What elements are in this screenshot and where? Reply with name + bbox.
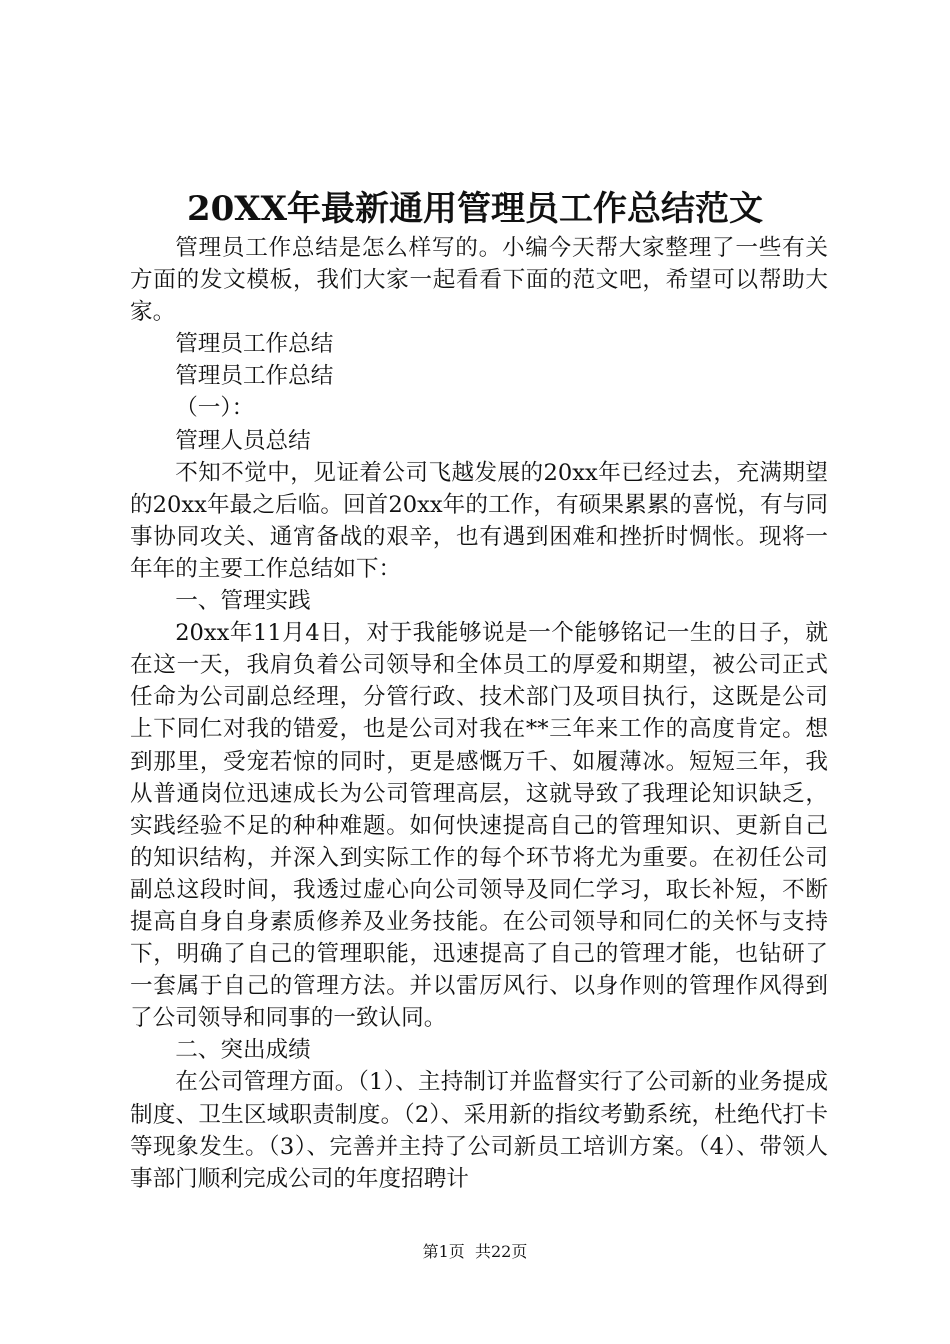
section-marker: （一）： bbox=[175, 395, 255, 422]
body-paragraph: 不知不觉中，见证着公司飞越发展的20xx年已经过去，充满期望的20xx年最之后临。回首20xx年的工作，有硕果累累的喜悦，有与同事协同攻关、通宵备战的艰辛，也有遇到困难和挫折时惆怅。现将一年年的主要工作总结如下： bbox=[130, 459, 828, 582]
page-total: 共22页 bbox=[474, 1242, 528, 1261]
section-heading: 一、管理实践 bbox=[175, 588, 311, 615]
body-paragraph: 在公司管理方面。（1）、主持制订并监督实行了公司新的业务提成制度、卫生区域职责制度。（2）、采用新的指纹考勤系统，杜绝代打卡等现象发生。（3）、完善并主持了公司新员工培训方案。（4）、带领人事部门顺利完成公司的年度招聘计 bbox=[130, 1069, 828, 1192]
heading-line: 管理员工作总结 bbox=[175, 363, 334, 390]
page-number: 第1页 bbox=[422, 1242, 465, 1261]
heading-line: 管理人员总结 bbox=[175, 427, 311, 454]
page-footer bbox=[0, 1240, 950, 1264]
document-body bbox=[130, 232, 828, 1195]
body-paragraph: 20xx年11月4日，对于我能够说是一个能够铭记一生的日子，就在这一天，我肩负着公司领导和全体员工的厚爱和期望，被公司正式任命为公司副总经理，分管行政、技术部门及项目执行，这既是公司上下同仁对我的错爱，也是公司对我在**三年来工作的高度肯定。想到那里，受宠若惊的同时，更是感慨万千、如履薄冰。短短三年，我从普通岗位迅速成长为公司管理高层，这就导致了我理论知识缺乏，实践经验不足的种种难题。如何快速提高自己的管理知识、更新自己的知识结构，并深入到实际工作的每个环节将尤为重要。在初任公司副总这段时间，我透过虚心向公司领导及同仁学习，取长补短，不断提高自身自身素质修养及业务技能。在公司领导和同仁的关怀与支持下，明确了自己的管理职能，迅速提高了自己的管理才能，也钻研了一套属于自己的管理方法。并以雷厉风行、以身作则的管理作风得到了公司领导和同事的一致认同。 bbox=[130, 620, 828, 1032]
heading-line: 管理员工作总结 bbox=[175, 331, 334, 358]
intro-paragraph: 管理员工作总结是怎么样写的。小编今天帮大家整理了一些有关方面的发文模板，我们大家一起看看下面的范文吧，希望可以帮助大家。 bbox=[130, 235, 828, 326]
document-title: 20XX年最新通用管理员工作总结范文 bbox=[186, 189, 764, 229]
section-heading: 二、突出成绩 bbox=[175, 1037, 311, 1064]
